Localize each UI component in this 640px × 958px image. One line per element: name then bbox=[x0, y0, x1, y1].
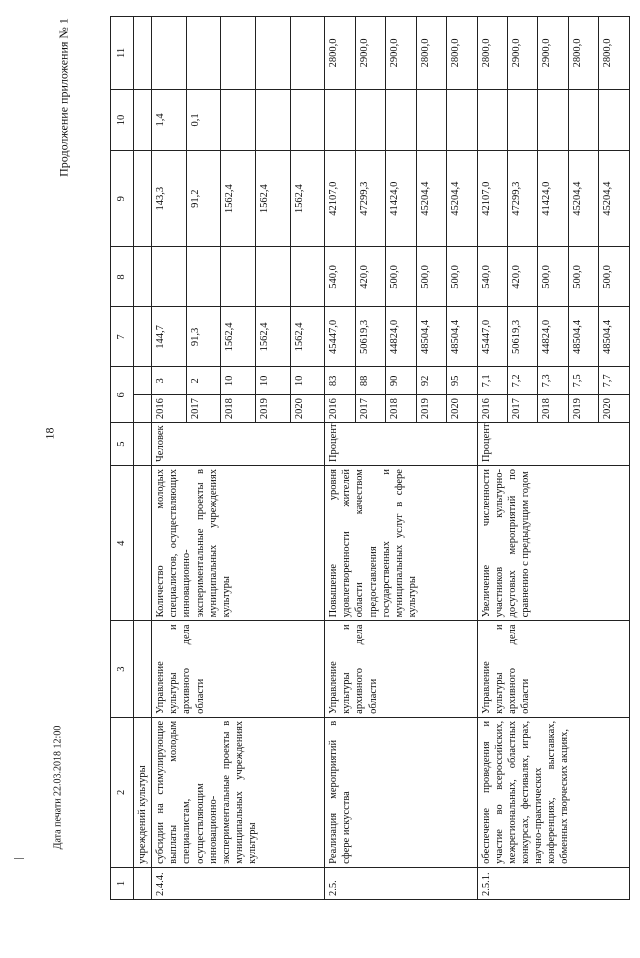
regional-funding: 42107,0 bbox=[477, 151, 507, 247]
document-table-area bbox=[110, 16, 630, 900]
year-cell: 2017 bbox=[355, 395, 385, 423]
local-funding bbox=[290, 89, 325, 150]
extrabudget-funding bbox=[255, 17, 290, 90]
year-cell: 2019 bbox=[255, 395, 290, 423]
federal-funding bbox=[152, 247, 187, 307]
column-header-6: 6 bbox=[111, 367, 134, 423]
local-funding bbox=[386, 89, 416, 150]
indicator-name: Увеличение численности участников культурно-досуговых мероприятий по сравнению с предыдущим годом bbox=[477, 466, 629, 621]
indicator-name: Повышение уровня удовлетворенности жителей области качеством предоставления государственных и муниципальных услуг в сфере культуры bbox=[325, 466, 477, 621]
local-funding: 0,1 bbox=[186, 89, 221, 150]
extrabudget-funding: 2800,0 bbox=[599, 17, 630, 90]
edge-mark bbox=[14, 858, 24, 859]
continuation-empty-cell bbox=[134, 151, 152, 247]
indicator-value: 3 bbox=[152, 367, 187, 395]
column-header-8: 8 bbox=[111, 247, 134, 307]
column-header-9: 9 bbox=[111, 151, 134, 247]
federal-funding bbox=[221, 247, 256, 307]
extrabudget-funding bbox=[290, 17, 325, 90]
federal-funding: 540,0 bbox=[325, 247, 355, 307]
indicator-value: 10 bbox=[221, 367, 256, 395]
column-header-3: 3 bbox=[111, 621, 134, 717]
federal-funding bbox=[186, 247, 221, 307]
total-funding: 1562,4 bbox=[255, 307, 290, 367]
federal-funding: 420,0 bbox=[355, 247, 385, 307]
federal-funding: 500,0 bbox=[599, 247, 630, 307]
unit: Процент bbox=[325, 423, 477, 466]
indicator-value: 7,1 bbox=[477, 367, 507, 395]
regional-funding: 143,3 bbox=[152, 151, 187, 247]
regional-funding: 45204,4 bbox=[568, 151, 598, 247]
indicator-value: 7,2 bbox=[507, 367, 537, 395]
activity-name: Реализация мероприятий в сфере искусства bbox=[325, 717, 477, 867]
indicator-value: 90 bbox=[386, 367, 416, 395]
continuation-empty-cell bbox=[134, 89, 152, 150]
indicator-value: 88 bbox=[355, 367, 385, 395]
indicator-value: 95 bbox=[447, 367, 477, 395]
regional-funding: 41424,0 bbox=[538, 151, 568, 247]
continuation-empty-cell bbox=[134, 17, 152, 90]
total-funding: 1562,4 bbox=[290, 307, 325, 367]
regional-funding: 1562,4 bbox=[221, 151, 256, 247]
extrabudget-funding: 2900,0 bbox=[538, 17, 568, 90]
year-cell: 2020 bbox=[290, 395, 325, 423]
appendix-title: Продолжение приложения № 1 bbox=[56, 18, 71, 177]
local-funding bbox=[447, 89, 477, 150]
table-row bbox=[152, 17, 187, 900]
local-funding bbox=[507, 89, 537, 150]
extrabudget-funding bbox=[186, 17, 221, 90]
unit: Человек bbox=[152, 423, 325, 466]
executor: Управление культуры и архивного дела области bbox=[152, 621, 325, 717]
extrabudget-funding bbox=[152, 17, 187, 90]
regional-funding: 1562,4 bbox=[290, 151, 325, 247]
executor: Управление культуры и архивного дела области bbox=[477, 621, 629, 717]
continuation-empty-cell bbox=[134, 423, 152, 466]
extrabudget-funding: 2900,0 bbox=[507, 17, 537, 90]
column-header-4: 4 bbox=[111, 466, 134, 621]
regional-funding: 41424,0 bbox=[386, 151, 416, 247]
local-funding: 1,4 bbox=[152, 89, 187, 150]
unit: Процент bbox=[477, 423, 629, 466]
page-number: 18 bbox=[42, 427, 57, 440]
column-header-1: 1 bbox=[111, 867, 134, 899]
year-cell: 2019 bbox=[416, 395, 446, 423]
year-cell: 2018 bbox=[221, 395, 256, 423]
continuation-empty-cell bbox=[134, 395, 152, 423]
year-cell: 2018 bbox=[386, 395, 416, 423]
year-cell: 2016 bbox=[477, 395, 507, 423]
local-funding bbox=[355, 89, 385, 150]
regional-funding: 91,2 bbox=[186, 151, 221, 247]
extrabudget-funding: 2800,0 bbox=[325, 17, 355, 90]
local-funding bbox=[538, 89, 568, 150]
indicator-value: 2 bbox=[186, 367, 221, 395]
print-date: Дата печати 22.03.2018 12:00 bbox=[52, 725, 64, 850]
extrabudget-funding: 2800,0 bbox=[568, 17, 598, 90]
continuation-empty-cell bbox=[134, 621, 152, 717]
column-header-2: 2 bbox=[111, 717, 134, 867]
extrabudget-funding: 2900,0 bbox=[386, 17, 416, 90]
row-number: 2.4.4. bbox=[152, 867, 325, 899]
total-funding: 44824,0 bbox=[538, 307, 568, 367]
total-funding: 45447,0 bbox=[477, 307, 507, 367]
regional-funding: 45204,4 bbox=[416, 151, 446, 247]
year-cell: 2017 bbox=[186, 395, 221, 423]
regional-funding: 45204,4 bbox=[447, 151, 477, 247]
local-funding bbox=[416, 89, 446, 150]
extrabudget-funding: 2800,0 bbox=[416, 17, 446, 90]
federal-funding: 540,0 bbox=[477, 247, 507, 307]
column-header-11: 11 bbox=[111, 17, 134, 90]
continuation-empty-cell bbox=[134, 247, 152, 307]
indicator-value: 7,5 bbox=[568, 367, 598, 395]
activity-name: обеспечение проведения и участие во всероссийских, межрегиональных, областных конкурсах, фестивалях, играх, научно-практических конференциях, выставках, обменных творческих акциях, bbox=[477, 717, 629, 867]
table-row bbox=[325, 17, 355, 900]
federal-funding bbox=[290, 247, 325, 307]
column-header-5: 5 bbox=[111, 423, 134, 466]
extrabudget-funding: 2800,0 bbox=[477, 17, 507, 90]
local-funding bbox=[255, 89, 290, 150]
continuation-num-cell bbox=[134, 867, 152, 899]
indicator-value: 7,7 bbox=[599, 367, 630, 395]
rotated-page bbox=[110, 16, 630, 900]
total-funding: 50619,3 bbox=[355, 307, 385, 367]
total-funding: 48504,4 bbox=[416, 307, 446, 367]
indicator-value: 7,3 bbox=[538, 367, 568, 395]
regional-funding: 47299,3 bbox=[355, 151, 385, 247]
year-cell: 2020 bbox=[599, 395, 630, 423]
table-row bbox=[477, 17, 507, 900]
total-funding: 1562,4 bbox=[221, 307, 256, 367]
table-body bbox=[111, 17, 630, 900]
total-funding: 44824,0 bbox=[386, 307, 416, 367]
indicator-value: 92 bbox=[416, 367, 446, 395]
extrabudget-funding: 2800,0 bbox=[447, 17, 477, 90]
continuation-empty-cell bbox=[134, 367, 152, 395]
indicator-value: 10 bbox=[255, 367, 290, 395]
year-cell: 2020 bbox=[447, 395, 477, 423]
regional-funding: 47299,3 bbox=[507, 151, 537, 247]
total-funding: 48504,4 bbox=[447, 307, 477, 367]
indicator-value: 83 bbox=[325, 367, 355, 395]
total-funding: 48504,4 bbox=[568, 307, 598, 367]
extrabudget-funding bbox=[221, 17, 256, 90]
total-funding: 91,3 bbox=[186, 307, 221, 367]
local-funding bbox=[477, 89, 507, 150]
year-cell: 2019 bbox=[568, 395, 598, 423]
local-funding bbox=[568, 89, 598, 150]
indicator-value: 10 bbox=[290, 367, 325, 395]
extrabudget-funding: 2900,0 bbox=[355, 17, 385, 90]
total-funding: 50619,3 bbox=[507, 307, 537, 367]
federal-funding: 420,0 bbox=[507, 247, 537, 307]
continuation-text: учреждений культуры bbox=[134, 717, 152, 867]
local-funding bbox=[599, 89, 630, 150]
regional-funding: 42107,0 bbox=[325, 151, 355, 247]
federal-funding: 500,0 bbox=[416, 247, 446, 307]
local-funding bbox=[221, 89, 256, 150]
executor: Управление культуры и архивного дела области bbox=[325, 621, 477, 717]
federal-funding bbox=[255, 247, 290, 307]
continuation-row bbox=[134, 17, 152, 900]
year-cell: 2017 bbox=[507, 395, 537, 423]
year-cell: 2016 bbox=[152, 395, 187, 423]
continuation-empty-cell bbox=[134, 466, 152, 621]
total-funding: 48504,4 bbox=[599, 307, 630, 367]
row-number: 2.5.1. bbox=[477, 867, 629, 899]
total-funding: 45447,0 bbox=[325, 307, 355, 367]
total-funding: 144,7 bbox=[152, 307, 187, 367]
header-row bbox=[111, 17, 134, 900]
row-number: 2.5. bbox=[325, 867, 477, 899]
year-cell: 2016 bbox=[325, 395, 355, 423]
federal-funding: 500,0 bbox=[568, 247, 598, 307]
regional-funding: 1562,4 bbox=[255, 151, 290, 247]
federal-funding: 500,0 bbox=[447, 247, 477, 307]
regional-funding: 45204,4 bbox=[599, 151, 630, 247]
year-cell: 2018 bbox=[538, 395, 568, 423]
indicator-name: Количество молодых специалистов, осуществляющих инновационно-экспериментальные проекты в муниципальных учреждениях культуры bbox=[152, 466, 325, 621]
program-table bbox=[110, 16, 630, 900]
continuation-empty-cell bbox=[134, 307, 152, 367]
federal-funding: 500,0 bbox=[538, 247, 568, 307]
activity-name: субсидии на стимулирующие выплаты молодым специалистам, осуществляющим инновационно-экспериментальные проекты в муниципальных учреждениях культуры bbox=[152, 717, 325, 867]
local-funding bbox=[325, 89, 355, 150]
column-header-7: 7 bbox=[111, 307, 134, 367]
column-header-10: 10 bbox=[111, 89, 134, 150]
federal-funding: 500,0 bbox=[386, 247, 416, 307]
